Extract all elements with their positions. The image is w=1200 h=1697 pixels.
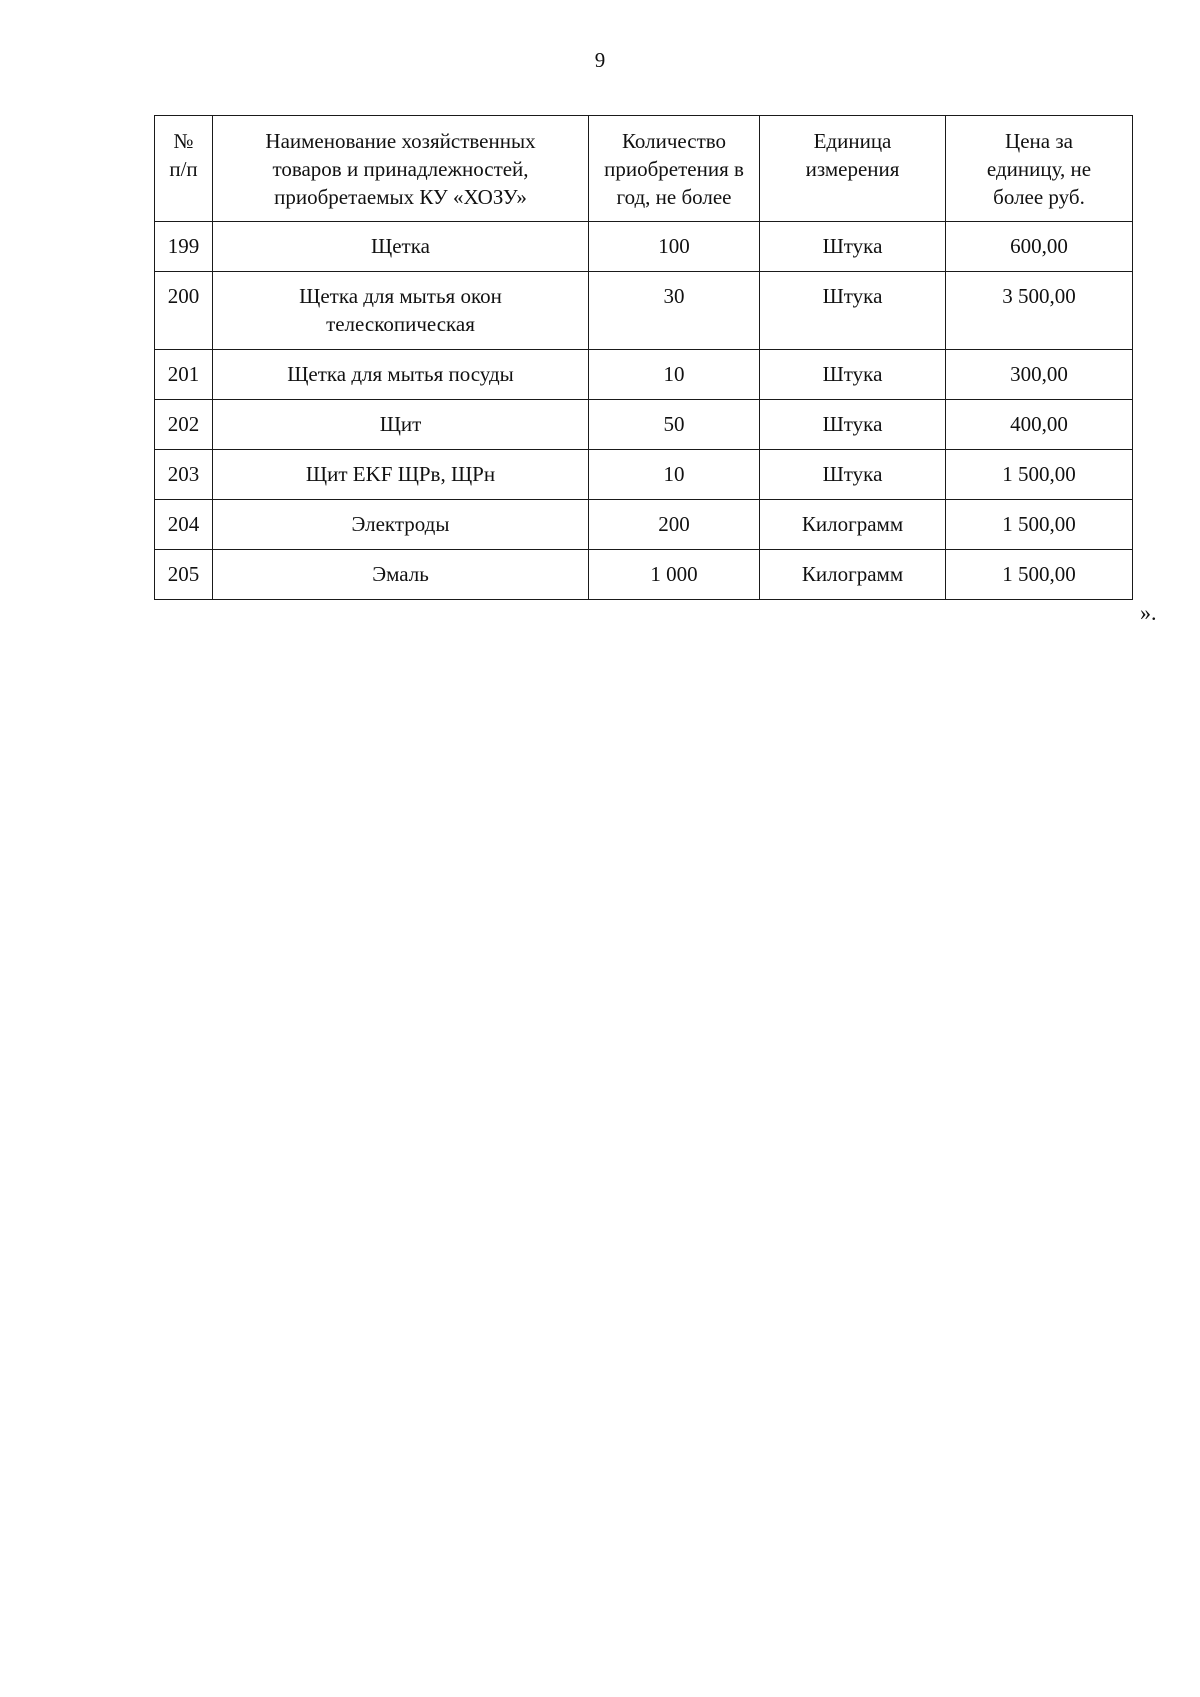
cell-price: 400,00 [946, 400, 1133, 450]
table-row [155, 350, 1133, 400]
table-row [155, 550, 1133, 600]
table-row [155, 272, 1133, 350]
cell-unit: Штука [760, 450, 946, 500]
table-row [155, 500, 1133, 550]
header-price: Цена за единицу, не более руб. [946, 116, 1133, 222]
table-body [155, 222, 1133, 600]
cell-qty: 10 [589, 350, 760, 400]
header-num: № п/п [155, 116, 213, 222]
table-row [155, 450, 1133, 500]
cell-unit: Килограмм [760, 550, 946, 600]
page-number: 9 [594, 48, 606, 72]
cell-num: 200 [155, 272, 213, 350]
cell-num: 203 [155, 450, 213, 500]
cell-qty: 10 [589, 450, 760, 500]
cell-unit: Штука [760, 222, 946, 272]
cell-qty: 50 [589, 400, 760, 450]
closing-quote-mark: ». [1140, 600, 1157, 625]
cell-qty: 100 [589, 222, 760, 272]
cell-price: 1 500,00 [946, 500, 1133, 550]
table-row [155, 400, 1133, 450]
cell-name: Щит EKF ЩРв, ЩРн [213, 450, 589, 500]
cell-unit: Штука [760, 400, 946, 450]
cell-price: 1 500,00 [946, 450, 1133, 500]
cell-qty: 30 [589, 272, 760, 350]
cell-price: 300,00 [946, 350, 1133, 400]
cell-num: 205 [155, 550, 213, 600]
cell-name: Щетка [213, 222, 589, 272]
cell-num: 199 [155, 222, 213, 272]
header-name: Наименование хозяйственных товаров и принадлежностей, приобретаемых КУ «ХОЗУ» [213, 116, 589, 222]
cell-name: Щетка для мытья посуды [213, 350, 589, 400]
cell-name: Щетка для мытья окон телескопическая [213, 272, 589, 350]
cell-unit: Килограмм [760, 500, 946, 550]
header-unit: Единица измерения [760, 116, 946, 222]
table-row [155, 222, 1133, 272]
cell-num: 204 [155, 500, 213, 550]
cell-qty: 1 000 [589, 550, 760, 600]
header-qty: Количество приобретения в год, не более [589, 116, 760, 222]
cell-name: Эмаль [213, 550, 589, 600]
header-row [155, 116, 1133, 222]
cell-price: 1 500,00 [946, 550, 1133, 600]
cell-price: 3 500,00 [946, 272, 1133, 350]
cell-qty: 200 [589, 500, 760, 550]
goods-table [154, 115, 1133, 600]
cell-num: 202 [155, 400, 213, 450]
cell-name: Щит [213, 400, 589, 450]
table-header [155, 116, 1133, 222]
cell-unit: Штука [760, 272, 946, 350]
cell-unit: Штука [760, 350, 946, 400]
cell-name: Электроды [213, 500, 589, 550]
cell-num: 201 [155, 350, 213, 400]
cell-price: 600,00 [946, 222, 1133, 272]
